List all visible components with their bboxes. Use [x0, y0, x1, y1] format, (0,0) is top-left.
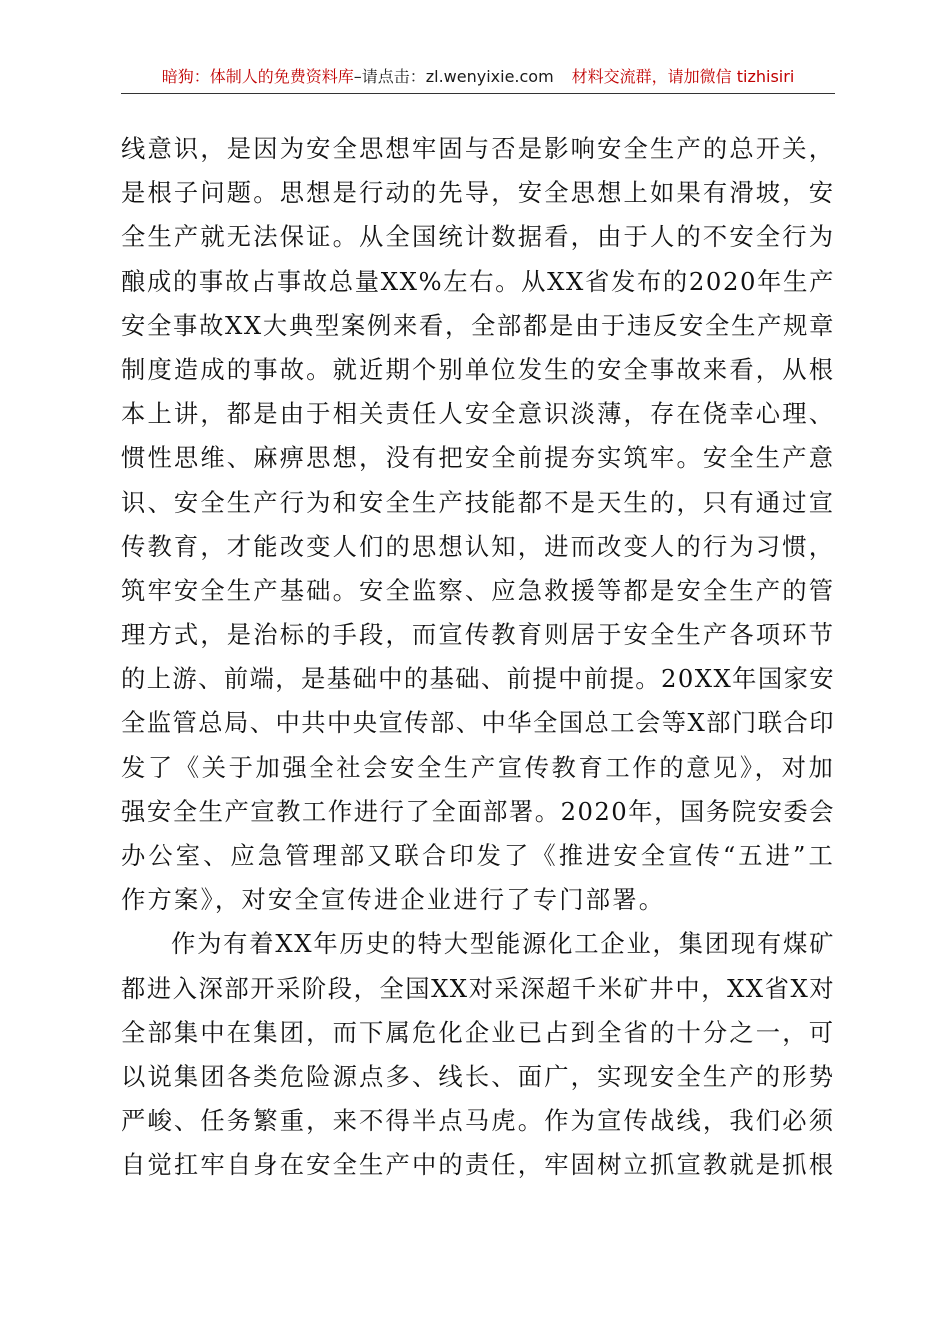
text-line: 是根子问题。思想是行动的先导，安全思想上如果有滑坡，安 — [121, 178, 835, 208]
paragraph — [121, 127, 835, 922]
text-line: 以说集团各类危险源点多、线长、面广，实现安全生产的形势 — [121, 1061, 835, 1091]
header-click-prompt: –请点击： — [353, 67, 426, 86]
text-line: 理方式，是治标的手段，而宣传教育则居于安全生产各项环节 — [121, 620, 835, 650]
text-line: 安全事故XX大典型案例来看，全部都是由于违反安全生产规章 — [121, 310, 835, 340]
document-body — [121, 127, 835, 1188]
text-line: 办公室、应急管理部又联合印发了《推进安全宣传“五进”工 — [121, 841, 835, 870]
text-line: 严峻、任务繁重，来不得半点马虎。作为宣传战线，我们必须 — [121, 1106, 835, 1136]
text-line: 筑牢安全生产基础。安全监察、应急救援等都是安全生产的管 — [121, 575, 835, 605]
text-line: 酿成的事故占事故总量XX%左右。从XX省发布的2020年生产 — [121, 266, 835, 296]
text-line: 线意识，是因为安全思想牢固与否是影响安全生产的总开关， — [121, 134, 835, 163]
text-line: 传教育，才能改变人们的思想认知，进而改变人的行为习惯， — [121, 531, 835, 561]
page-header — [121, 66, 835, 94]
header-site-name: 暗狗：体制人的免费资料库 — [161, 67, 354, 86]
text-line: 强安全生产宣教工作进行了全面部署。2020年，国务院安委会 — [121, 796, 835, 826]
text-line: 全部集中在集团，而下属危化企业已占到全省的十分之一，可 — [121, 1017, 835, 1047]
text-line: 全监管总局、中共中央宣传部、中华全国总工会等X部门联合印 — [121, 708, 835, 738]
text-line: 的上游、前端，是基础中的基础、前提中前提。20XX年国家安 — [121, 664, 835, 694]
text-line: 发了《关于加强全社会安全生产宣传教育工作的意见》，对加 — [121, 752, 835, 782]
text-line: 都进入深部开采阶段，全国XX对采深超千米矿井中，XX省X对 — [121, 973, 835, 1003]
text-line: 惯性思维、麻痹思想，没有把安全前提夯实筑牢。安全生产意 — [121, 443, 835, 473]
text-line: 识、安全生产行为和安全生产技能都不是天生的，只有通过宣 — [121, 487, 835, 517]
text-line: 作方案》，对安全宣传进企业进行了专门部署。 — [121, 885, 666, 915]
text-line: 全生产就无法保证。从全国统计数据看，由于人的不安全行为 — [121, 222, 835, 252]
text-line: 作为有着XX年历史的特大型能源化工企业，集团现有煤矿 — [171, 929, 835, 959]
header-group-text: 材料交流群，请加微信 tizhisiri — [571, 67, 795, 86]
header-url-link[interactable]: zl.wenyixie.com — [425, 67, 554, 86]
text-line: 本上讲，都是由于相关责任人安全意识淡薄，存在侥幸心理、 — [121, 399, 835, 429]
text-line: 制度造成的事故。就近期个别单位发生的安全事故来看，从根 — [121, 354, 835, 384]
text-line: 自觉扛牢自身在安全生产中的责任，牢固树立抓宣教就是抓根 — [121, 1150, 835, 1180]
paragraph — [121, 922, 835, 1187]
